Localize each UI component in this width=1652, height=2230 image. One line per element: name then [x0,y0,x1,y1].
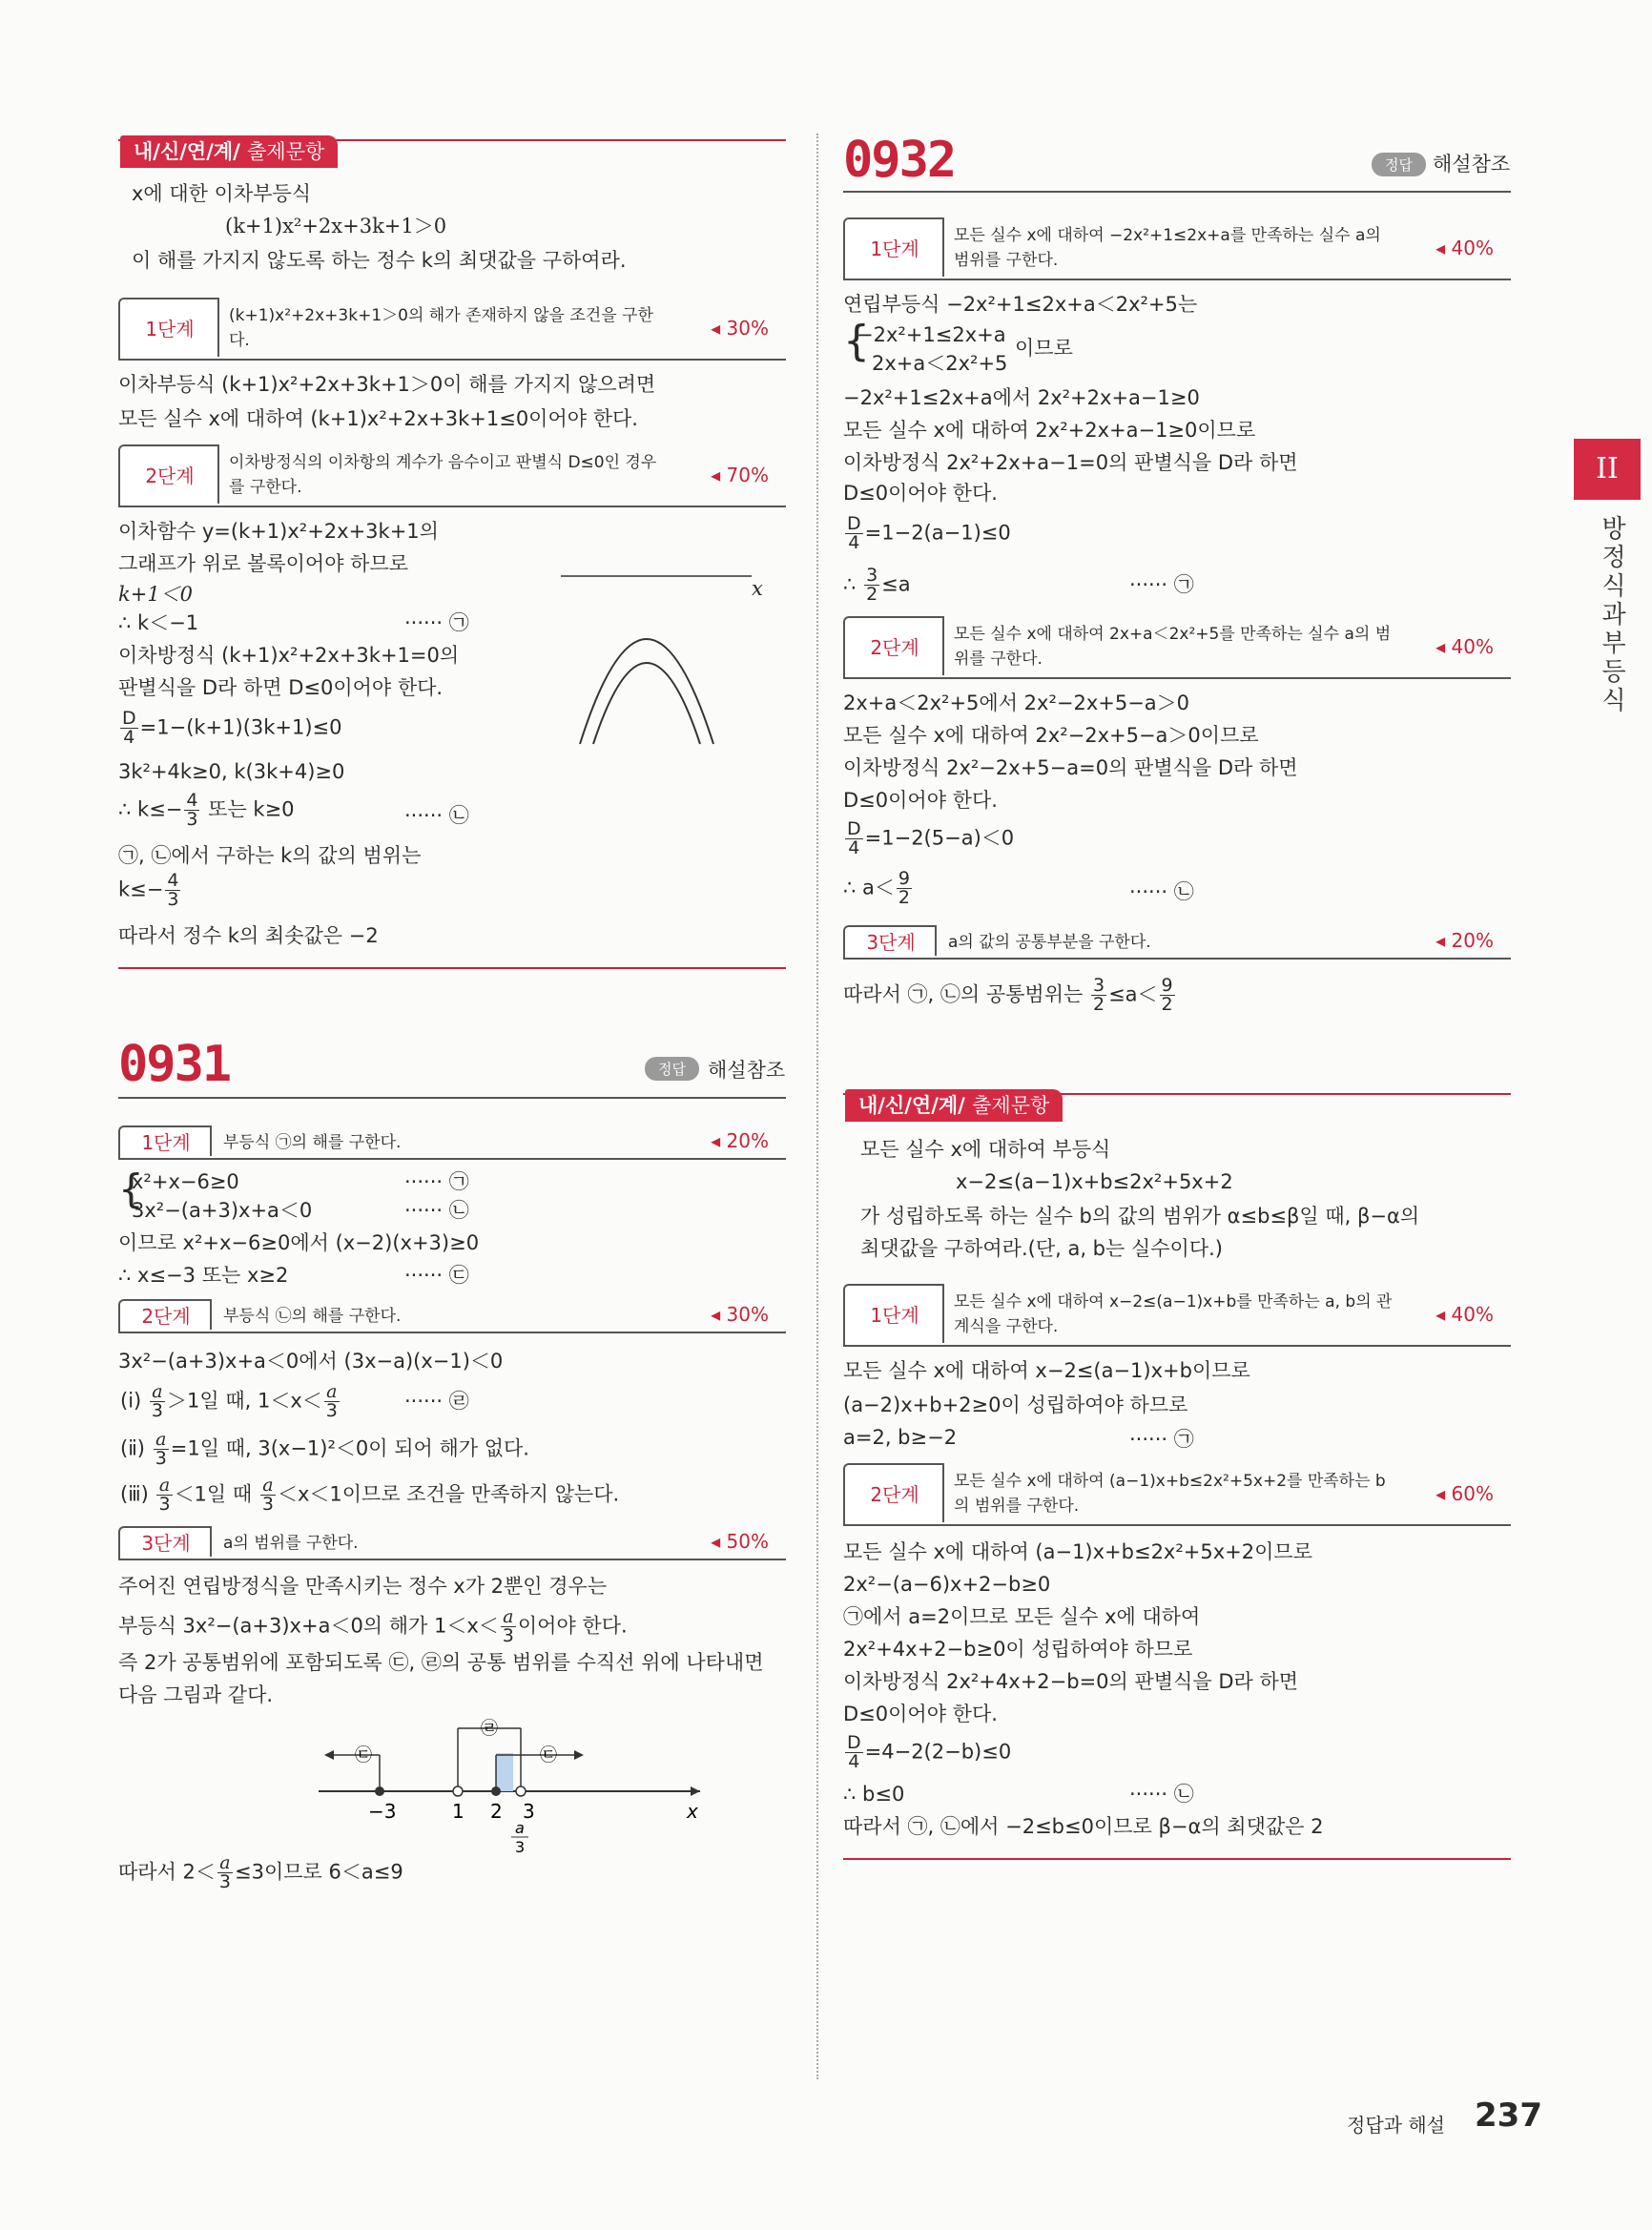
step-tag: 2단계 [843,616,944,677]
step-percent: ◂ 40% [1435,635,1494,658]
fraction-9-over-2: $\frac{9}{2}$ [898,868,910,908]
fraction-d-over-4: $\frac{D}{4}$ [847,1732,861,1772]
body-line: (ⅰ) $\frac{a}{3}$ ＞1일 때, 1＜x＜ $\frac{a}{3}$ [120,1381,338,1421]
body-line: ㉠, ㉡에서 구하는 k의 값의 범위는 [118,844,422,867]
fraction-3-over-2: $\frac{3}{2}$ [1092,975,1105,1015]
step-tag: 3단계 [843,925,937,958]
parabola-inner [593,663,700,744]
number-line [319,1713,719,1856]
body-line: 2x²−(a−6)x+2−b≥0 [843,1573,1051,1596]
step-tag: 1단계 [843,217,944,279]
body-line: 이차부등식 (k+1)x²+2x+3k+1＞0이 해를 가지지 않으려면 [118,373,656,396]
intro-line-2: (k+1)x²+2x+3k+1＞0 [225,215,447,237]
step-tag-divider [942,1463,944,1522]
label-mark: ······ ㉡ [404,804,469,827]
intro-line-1: 모든 실수 x에 대하여 부등식 [860,1138,1111,1161]
step-percent: ◂ 30% [711,1303,769,1326]
body-line: D≤0이어야 한다. [843,482,998,505]
point-minus-3 [375,1786,384,1796]
fraction-a-over-3: $\frac{a}{3}$ [325,1381,338,1421]
section-end-rule [118,967,786,969]
fraction-a-over-3: $\frac{a}{3}$ [151,1381,164,1421]
step-3-box [118,1526,786,1560]
brace: { [118,1166,144,1212]
tick-label: 1 [452,1800,465,1823]
body-line: 따라서 2＜ $\frac{a}{3}$ ≤3이므로 6＜a≤9 [118,1852,403,1892]
fraction-a-over-3: $\frac{a}{3}$ [218,1852,231,1892]
body-line: x²+x−6≥0 [132,1170,239,1193]
label-mark: ······ ㉠ [1129,1428,1194,1451]
step-tag: 3단계 [118,1526,212,1559]
body-line: −2x²+1≤2x+a에서 2x²+2x+a−1≥0 [843,386,1200,409]
intro-line-2: x−2≤(a−1)x+b≤2x²+5x+2 [956,1170,1233,1193]
body-line: (ⅱ) $\frac{a}{3}$ =1일 때, 3(x−1)²＜0이 되어 해가 없다. [120,1429,529,1469]
fraction-a-over-3: $\frac{a}{3}$ [155,1429,167,1469]
point-2 [491,1786,501,1796]
body-line: (a−2)x+b+2≥0이 성립하여야 하므로 [843,1394,1188,1416]
body-line: 모든 실수 x에 대하여 (a−1)x+b≤2x²+5x+2이므로 [843,1540,1312,1563]
step-tag-divider [217,444,219,504]
step-1-box [843,217,1511,280]
exam-banner [845,1089,1063,1122]
label-mark: ······ ㉠ [404,1170,469,1193]
answer-badge: 정답 [645,1057,699,1081]
step-percent: ◂ 40% [1435,237,1494,259]
body-line: D≤0이어야 한다. [843,1703,998,1725]
step-desc: 모든 실수 x에 대하여 (a−1)x+b≤2x²+5x+2를 만족하는 b의 범위를 구한다. [954,1472,1386,1516]
step-2-box [843,1463,1511,1526]
banner-main: 내/신/연/계/ [858,1094,965,1117]
step-tag: 1단계 [843,1284,944,1345]
page-number: 237 [1475,2096,1542,2135]
answer-text: 해설참조 [708,1059,786,1082]
step-desc: a의 값의 공통부분을 구한다. [948,933,1151,952]
body-line: ∴ $\frac{3}{2}$ ≤a [843,565,911,605]
fraction-a-over-3: $\frac{a}{3}$ [158,1475,171,1515]
body-line: 모든 실수 x에 대하여 x−2≤(a−1)x+b이므로 [843,1359,1250,1382]
label-mark: ······ ㉡ [1129,880,1194,903]
body-line: 모든 실수 x에 대하여 2x²+2x+a−1≥0이므로 [843,419,1256,442]
step-percent: ◂ 50% [711,1530,769,1553]
axis-label-x: x [752,577,763,600]
body-line: ∴ x≤−3 또는 x≥2 [118,1264,289,1287]
step-3-box [843,925,1511,960]
body-line: 3x²−(a+3)x+a＜0 [132,1199,313,1222]
chapter-tab: II [1574,439,1641,500]
label-mark: ······ ㉠ [1129,573,1194,596]
fraction-d-over-4: $\frac{D}{4}$ [847,818,861,858]
intro-line-1: x에 대한 이차부등식 [132,182,312,205]
step-percent: ◂ 30% [711,317,769,340]
fraction-a-over-3: $\frac{a}{3}$ [261,1475,274,1515]
step-desc: 이차방정식의 이차항의 계수가 음수이고 판별식 D≤0인 경우를 구한다. [229,453,657,497]
body-line: 2x²+4x+2−b≥0이 성립하여야 하므로 [843,1638,1193,1661]
parabola-outer [580,639,713,744]
step-tag-divider [942,1284,944,1343]
body-line: a=2, b≥−2 [843,1426,958,1449]
body-line: ∴ k≤− $\frac{4}{3}$ 또는 k≥0 [118,790,295,830]
step-tag-divider [210,1125,212,1156]
tick-label: 3 [523,1800,535,1823]
label-mark: ······ ㉡ [404,1199,469,1222]
brace: { [843,317,870,365]
step-desc: 부등식 ㉡의 해를 구한다. [223,1307,402,1326]
body-line: (ⅲ) $\frac{a}{3}$ ＜1일 때 $\frac{a}{3}$ ＜x＜1이므로 조건을 만족하지 않는다. [120,1475,620,1515]
body-line: 이차방정식 2x²+2x+a−1=0의 판별식을 D라 하면 [843,451,1298,474]
fraction-a-over-3: $\frac{a}{3}$ [502,1606,514,1646]
fraction-d-over-4: $\frac{D}{4}$ [122,708,136,748]
step-tag-divider [210,1526,212,1557]
banner-sub: 출제문항 [247,140,325,163]
point-a3-open [516,1786,526,1796]
body-line: ∴ k＜−1 [118,611,199,634]
banner-sub: 출제문항 [972,1094,1050,1117]
step-1-box [843,1284,1511,1347]
step-tag-divider [942,616,944,675]
body-line: 이차함수 y=(k+1)x²+2x+3k+1의 [118,520,439,543]
step-tag: 2단계 [843,1463,944,1524]
intro-line-4: 최댓값을 구하여라.(단, a, b는 실수이다.) [860,1237,1223,1260]
step-desc: 모든 실수 x에 대하여 2x+a＜2x²+5를 만족하는 실수 a의 범위를 구한다. [954,625,1392,669]
tick-label: −3 [368,1800,397,1823]
body-line: k≤− $\frac{4}{3}$ [118,870,179,910]
body-line: 따라서 ㉠, ㉡의 공통범위는 $\frac{3}{2}$ ≤a＜ $\frac{9}{2}$ [843,975,1173,1015]
body-line: 다음 그림과 같다. [118,1683,274,1706]
column-divider [816,134,818,2079]
step-tag-divider [935,925,937,956]
common-range-shade [496,1753,513,1791]
mark-label: ㉢ [355,1745,372,1765]
step-desc: 모든 실수 x에 대하여 x−2≤(a−1)x+b를 만족하는 a, b의 관계식을 구한다. [954,1292,1393,1336]
point-1-open [453,1786,463,1796]
step-2-box [118,444,786,507]
body-line: 즉 2가 공통범위에 포함되도록 ㉢, ㉣의 공통 범위를 수직선 위에 나타내면 [118,1651,764,1674]
question-number: 0932 [843,132,956,189]
body-line: 그래프가 위로 볼록이어야 하므로 [118,552,409,575]
body-line: ∴ a＜ $\frac{9}{2}$ [843,868,910,908]
body-line: 부등식 3x²−(a+3)x+a＜0의 해가 1＜x＜ $\frac{a}{3}$ 이어야 한다. [118,1606,628,1646]
step-tag: 2단계 [118,1299,212,1332]
ray-right-arrow [574,1750,584,1760]
body-line: 이차방정식 (k+1)x²+2x+3k+1=0의 [118,644,460,667]
body-line: 이므로 [1015,337,1073,360]
ray-left-arrow [324,1750,334,1760]
label-mark: ······ ㉠ [404,611,469,634]
body-line: 따라서 ㉠, ㉡에서 −2≤b≤0이므로 β−α의 최댓값은 2 [843,1815,1324,1838]
fraction-4-over-3: $\frac{4}{3}$ [186,790,198,830]
fraction-4-over-3: $\frac{4}{3}$ [167,870,179,910]
label-mark: ······ ㉣ [404,1390,469,1413]
fraction-d-over-4: $\frac{D}{4}$ [847,513,861,553]
body-line: $\frac{D}{4}$ =1−(k+1)(3k+1)≤0 [122,708,342,748]
body-line: $\frac{D}{4}$ =1−2(5−a)＜0 [847,818,1015,858]
step-tag: 1단계 [118,1125,212,1158]
exam-banner [120,135,338,168]
body-line: k+1＜0 [118,583,194,606]
body-line: 이차방정식 2x²−2x+5−a=0의 판별식을 D라 하면 [843,756,1298,779]
axis-arrow [691,1786,700,1796]
step-tag-divider [217,298,219,357]
question-rule [118,1097,786,1099]
tick-label-a: a [515,1819,525,1837]
step-desc: 부등식 ㉠의 해를 구한다. [223,1133,402,1152]
body-line: ∴ b≤0 [843,1783,905,1806]
step-tag-divider [210,1299,212,1330]
label-mark: ······ ㉡ [1129,1783,1194,1806]
tick-label-3: 3 [515,1838,526,1856]
body-line: $\frac{D}{4}$ =1−2(a−1)≤0 [847,513,1011,553]
body-line: 3x²−(a+3)x+a＜0에서 (3x−a)(x−1)＜0 [118,1350,504,1373]
step-percent: ◂ 20% [711,1129,769,1152]
body-line: ㉠에서 a=2이므로 모든 실수 x에 대하여 [843,1605,1201,1628]
body-line: 따라서 정수 k의 최솟값은 −2 [118,924,379,947]
body-line: 판별식을 D라 하면 D≤0이어야 한다. [118,676,444,699]
parabola-graph [561,563,761,754]
question-number: 0931 [118,1036,231,1093]
body-line: 모든 실수 x에 대하여 2x²−2x+5−a＞0이므로 [843,724,1259,747]
body-line: 2x+a＜2x²+5 [872,352,1008,375]
step-percent: ◂ 20% [1435,929,1494,952]
body-line: 2x+a＜2x²+5에서 2x²−2x+5−a＞0 [843,692,1190,714]
body-line: −2x²+1≤2x+a [857,323,1006,346]
step-2-box [843,616,1511,679]
chapter-title: 방정식과 부등식 [1601,515,1626,715]
step-percent: ◂ 70% [711,464,769,486]
step-1-box [118,298,786,361]
body-line: 이므로 x²+x−6≥0에서 (x−2)(x+3)≥0 [118,1231,480,1254]
left-column [118,0,786,2230]
step-percent: ◂ 40% [1435,1303,1494,1326]
step-2-box [118,1299,786,1333]
body-line: 모든 실수 x에 대하여 (k+1)x²+2x+3k+1≤0이어야 한다. [118,407,638,430]
question-rule [843,191,1511,193]
tick-label: 2 [490,1800,503,1823]
mark-label: ㉢ [540,1745,557,1765]
body-line: 연립부등식 −2x²+1≤2x+a＜2x²+5는 [843,293,1198,316]
mark-label: ㉣ [481,1719,498,1739]
step-percent: ◂ 60% [1435,1482,1494,1505]
step-desc: 모든 실수 x에 대하여 −2x²+1≤2x+a를 만족하는 실수 a의 범위를 구한다. [954,226,1381,270]
step-tag: 2단계 [118,444,219,506]
right-column [843,0,1511,2230]
banner-main: 내/신/연/계/ [134,140,240,163]
body-line: 주어진 연립방정식을 만족시키는 정수 x가 2뿐인 경우는 [118,1575,608,1598]
footer-label: 정답과 해설 [1347,2114,1445,2137]
fraction-3-over-2: $\frac{3}{2}$ [866,565,878,605]
body-line: $\frac{D}{4}$ =4−2(2−b)≤0 [847,1732,1012,1772]
section-end-rule [843,1858,1511,1860]
intro-line-3: 가 성립하도록 하는 실수 b의 값의 범위가 α≤b≤β일 때, β−α의 [860,1205,1420,1228]
step-tag: 1단계 [118,298,219,359]
body-line: 3k²+4k≥0, k(3k+4)≥0 [118,760,345,783]
answer-text: 해설참조 [1433,153,1511,176]
answer-badge: 정답 [1372,153,1426,176]
intro-line-3: 이 해를 가지지 않도록 하는 정수 k의 최댓값을 구하여라. [132,249,627,272]
label-mark: ······ ㉢ [404,1264,469,1287]
body-line: D≤0이어야 한다. [843,789,998,812]
fraction-9-over-2: $\frac{9}{2}$ [1161,975,1173,1015]
step-desc: (k+1)x²+2x+3k+1＞0의 해가 존재하지 않을 조건을 구한다. [229,306,653,350]
step-tag-divider [942,217,944,277]
step-1-box [118,1125,786,1160]
body-line: 이차방정식 2x²+4x+2−b=0의 판별식을 D라 하면 [843,1670,1299,1693]
step-desc: a의 범위를 구한다. [223,1534,359,1553]
tick-label: x [687,1800,698,1823]
